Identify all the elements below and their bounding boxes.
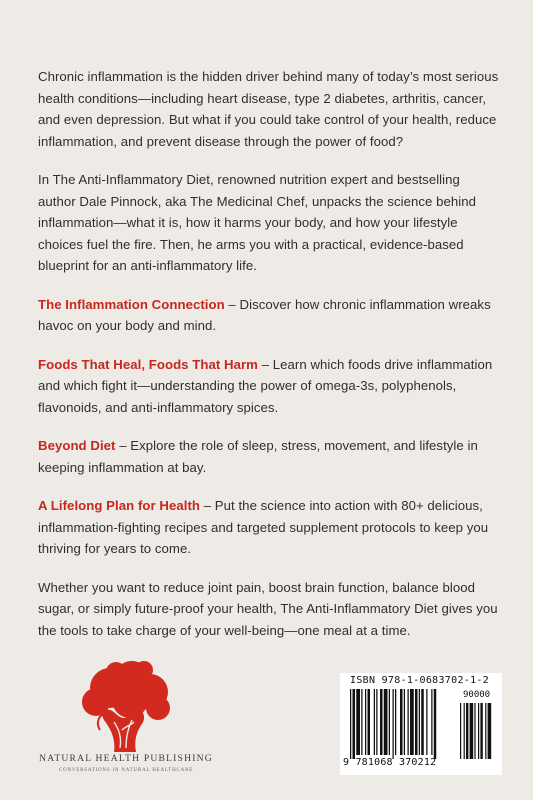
feature-item — [38, 294, 500, 337]
feature-title: Beyond Diet — [38, 438, 116, 453]
intro-paragraph: Chronic inflammation is the hidden driver behind many of today’s most serious health conditions—including heart disease, type 2 diabetes, arthritis, cancer, and even depression. But what if you could take control of your health, reduce inflammation, and prevent disease through the power of food? — [38, 69, 499, 149]
feature-title: The Inflammation Connection — [38, 296, 225, 312]
feature-title: Foods That Heal, Foods That Harm — [38, 356, 258, 372]
isbn-barcode — [340, 673, 502, 775]
feature-item — [38, 435, 500, 478]
feature-item — [38, 354, 500, 419]
feature-text: – Discover how chronic inflammation wreaks havoc on your body and mind. — [38, 296, 491, 333]
feature-item — [38, 495, 500, 560]
isbn-text: ISBN 978-1-0683702-1-2 — [350, 675, 490, 686]
feature-text: – Learn which foods drive inflammation and which fight it—understanding the power of omega-3s, polyphenols, flavonoids, and anti-inflammatory spices. — [38, 356, 493, 415]
tree-head-icon — [70, 660, 182, 752]
publisher-logo — [36, 660, 216, 780]
blurb — [38, 66, 500, 658]
closing-paragraph: Whether you want to reduce joint pain, boost brain function, balance blood sugar, or simply future-proof your health, The Anti-Inflammatory Diet gives you the tools to take charge of your well-being—one meal at a time. — [38, 579, 498, 638]
feature-title: A Lifelong Plan for Health — [38, 498, 200, 513]
price-addon: 90000 — [463, 690, 491, 700]
about-paragraph: In The Anti-Inflammatory Diet, renowned nutrition expert and bestselling author Dale Pinnock, aka The Medicinal Chef, unpacks the science behind inflammation—what it is, how it harms your body, and how your lifestyle choices fuel the fire. Then, he arms you with a practical, evidence-based blueprint for an anti-inflammatory life. — [38, 172, 477, 273]
publisher-name: NATURAL HEALTH PUBLISHING — [39, 753, 213, 764]
publisher-tagline: CONVERSATIONS IN NATURAL HEALTHCARE — [58, 768, 194, 773]
feature-text: – Explore the role of sleep, stress, movement, and lifestyle in keeping inflammation at bay. — [38, 438, 478, 475]
ean-digits: 9 781068 370212 — [343, 757, 437, 768]
feature-text: – Put the science into action with 80+ delicious, inflammation-fighting recipes and targeted supplement protocols to keep you thriving for years to come. — [38, 498, 489, 556]
